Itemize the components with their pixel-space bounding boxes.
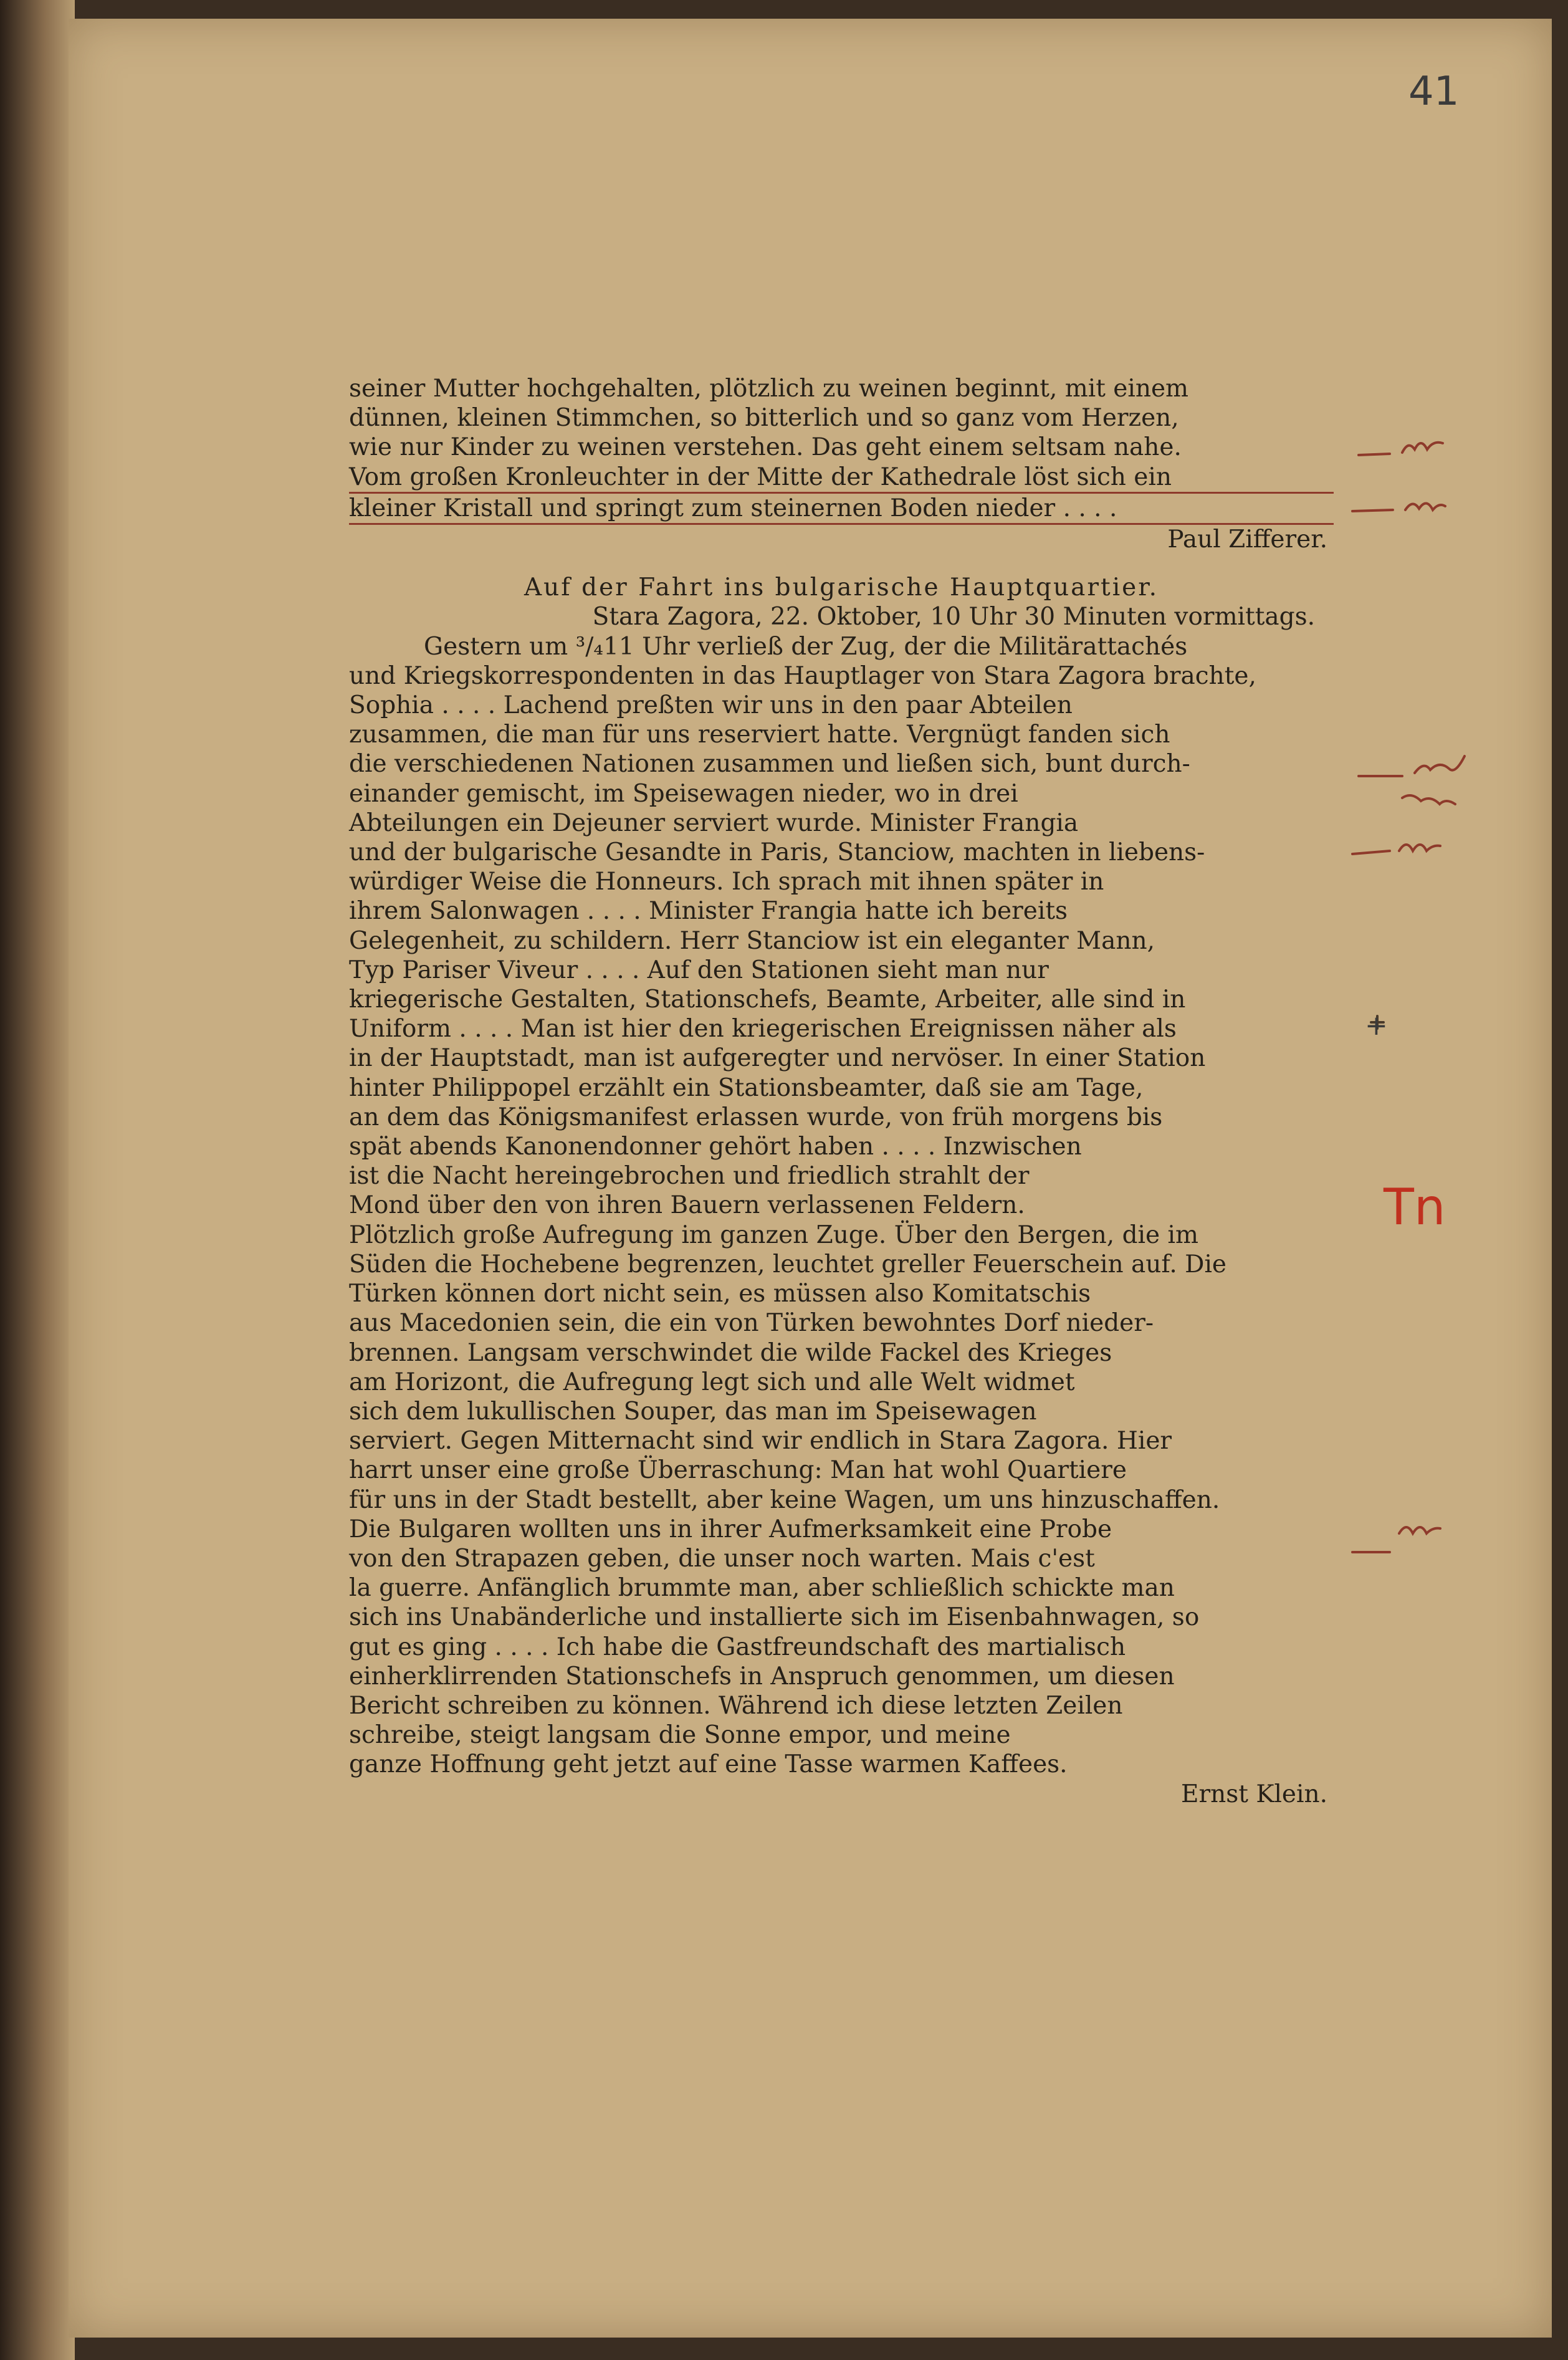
margin-mark-plus: +: [1365, 1010, 1388, 1042]
text-line: dünnen, kleinen Stimmchen, so bitterlich und so ganz vom Herzen,: [349, 404, 1179, 433]
text-line: zusammen, die man für uns reserviert hatte. Vergnügt fanden sich: [349, 721, 1170, 749]
text-line: aus Macedonien sein, die ein von Türken bewohntes Dorf nieder-: [349, 1309, 1154, 1338]
text-column: [349, 374, 1334, 1809]
text-line: und Kriegskorrespondenten in das Hauptlager von Stara Zagora brachte,: [349, 661, 1256, 690]
text-line: Vom großen Kronleuchter in der Mitte der Kathedrale löst sich ein: [349, 463, 1334, 494]
text-line: gut es ging . . . . Ich habe die Gastfreundschaft des martialisch: [349, 1633, 1126, 1661]
text-line: sich ins Unabänderliche und installierte sich im Eisenbahnwagen, so: [349, 1603, 1200, 1632]
book-spine: [0, 0, 75, 2360]
text-line: kriegerische Gestalten, Stationschefs, Beamte, Arbeiter, alle sind in: [349, 986, 1186, 1014]
article-continuation: [349, 374, 1334, 554]
text-line: Plötzlich große Aufregung im ganzen Zuge. Über den Bergen, die im: [349, 1221, 1198, 1249]
text-line: Typ Pariser Viveur . . . . Auf den Stationen sieht man nur: [349, 956, 1049, 984]
text-line: ihrem Salonwagen . . . . Minister Frangia hatte ich bereits: [349, 897, 1068, 926]
text-line: Türken können dort nicht sein, es müssen also Komitatschis: [349, 1280, 1091, 1308]
article-report: [349, 573, 1334, 1809]
text-line: la guerre. Anfänglich brummte man, aber schließlich schickte man: [349, 1574, 1175, 1603]
text-line: die verschiedenen Nationen zusammen und ließen sich, bunt durch-: [349, 750, 1190, 779]
text-line: für uns in der Stadt bestellt, aber keine Wagen, um uns hinzuschaffen.: [349, 1485, 1220, 1514]
margin-mark-tn: Tn: [1384, 1178, 1446, 1236]
text-line: Bericht schreiben zu können. Während ich diese letzten Zeilen: [349, 1691, 1123, 1720]
text-line: Gestern um ³/₄11 Uhr verließ der Zug, der die Militärattachés: [424, 632, 1188, 661]
page-number: 41: [1408, 69, 1460, 115]
text-line: Die Bulgaren wollten uns in ihrer Aufmerksamkeit eine Probe: [349, 1515, 1112, 1543]
text-line: serviert. Gegen Mitternacht sind wir endlich in Stara Zagora. Hier: [349, 1427, 1172, 1456]
author-signature: Paul Zifferer.: [1167, 525, 1327, 554]
text-line: an dem das Königsmanifest erlassen wurde, von früh morgens bis: [349, 1103, 1163, 1131]
text-line: Mond über den von ihren Bauern verlassenen Feldern.: [349, 1191, 1025, 1220]
text-line: spät abends Kanonendonner gehört haben . . . . Inzwischen: [349, 1133, 1082, 1161]
text-line: und der bulgarische Gesandte in Paris, Stanciow, machten in liebens-: [349, 838, 1205, 867]
text-line: in der Hauptstadt, man ist aufgeregter und nervöser. In einer Station: [349, 1044, 1206, 1073]
text-line: Abteilungen ein Dejeuner serviert wurde. Minister Frangia: [349, 808, 1079, 837]
text-line: Sophia . . . . Lachend preßten wir uns in den paar Abteilen: [349, 691, 1073, 720]
text-line: hinter Philippopel erzählt ein Stationsbeamter, daß sie am Tage,: [349, 1073, 1144, 1102]
article-dateline: Stara Zagora, 22. Oktober, 10 Uhr 30 Minuten vormittags.: [592, 603, 1315, 631]
text-line: am Horizont, die Aufregung legt sich und alle Welt widmet: [349, 1368, 1075, 1396]
text-line: sich dem lukullischen Souper, das man im Speisewagen: [349, 1397, 1037, 1426]
text-line: würdiger Weise die Honneurs. Ich sprach mit ihnen später in: [349, 868, 1104, 896]
text-line: ist die Nacht hereingebrochen und friedlich strahlt der: [349, 1162, 1030, 1191]
text-line: harrt unser eine große Überraschung: Man hat wohl Quartiere: [349, 1456, 1127, 1485]
text-line: Uniform . . . . Man ist hier den kriegerischen Ereignissen näher als: [349, 1015, 1177, 1043]
text-line: kleiner Kristall und springt zum steinernen Boden nieder . . . .: [349, 494, 1334, 525]
text-line: Süden die Hochebene begrenzen, leuchtet greller Feuerschein auf. Die: [349, 1250, 1226, 1278]
text-line: einander gemischt, im Speisewagen nieder, wo in drei: [349, 779, 1018, 808]
text-line: ganze Hoffnung geht jetzt auf eine Tasse warmen Kaffees.: [349, 1750, 1068, 1779]
text-line: seiner Mutter hochgehalten, plötzlich zu weinen beginnt, mit einem: [349, 375, 1189, 403]
text-line: schreibe, steigt langsam die Sonne empor, und meine: [349, 1721, 1011, 1750]
text-line: wie nur Kinder zu weinen verstehen. Das geht einem seltsam nahe.: [349, 433, 1182, 462]
text-line: von den Strapazen geben, die unser noch warten. Mais c'est: [349, 1544, 1095, 1573]
article-title: Auf der Fahrt ins bulgarische Hauptquartier.: [523, 573, 1159, 602]
text-line: Gelegenheit, zu schildern. Herr Stanciow ist ein eleganter Mann,: [349, 926, 1155, 955]
author-signature: Ernst Klein.: [1181, 1780, 1327, 1808]
text-line: einherklirrenden Stationschefs in Anspruch genommen, um diesen: [349, 1662, 1175, 1691]
text-line: brennen. Langsam verschwindet die wilde Fackel des Krieges: [349, 1338, 1112, 1367]
